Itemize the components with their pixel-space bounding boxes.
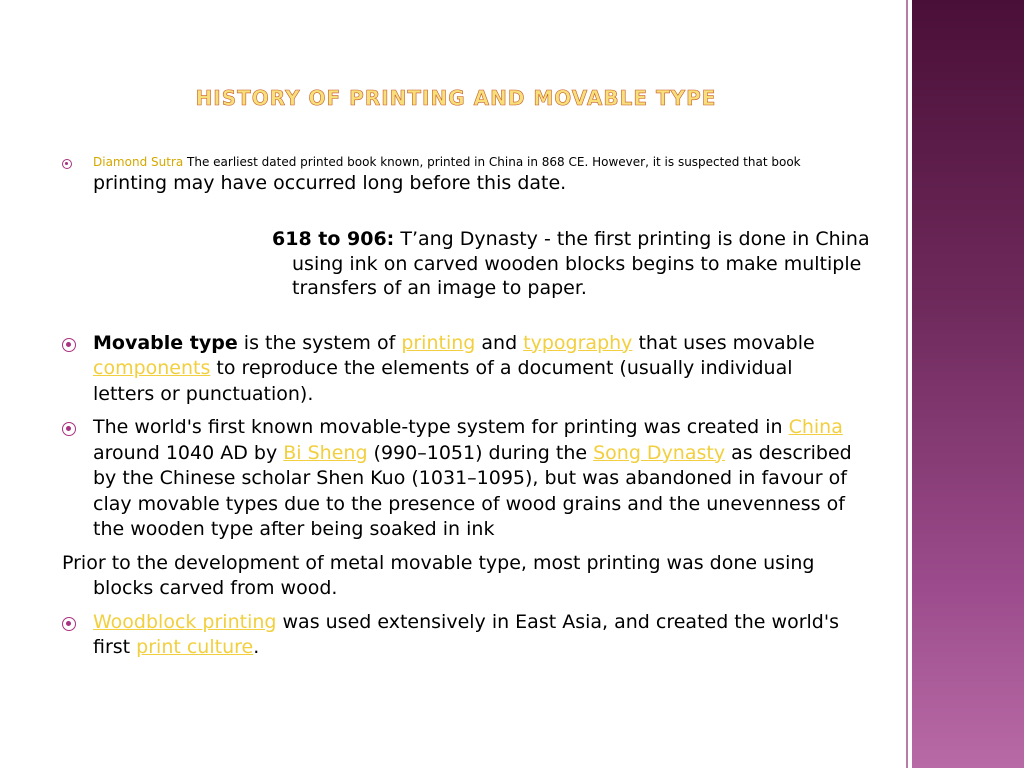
bullet-item-diamond-sutra — [62, 154, 852, 195]
song-dynasty-link[interactable]: Song Dynasty — [593, 441, 726, 464]
printing-link[interactable]: printing — [401, 331, 476, 354]
print-culture-link[interactable]: print culture — [136, 636, 254, 658]
components-link[interactable]: components — [93, 357, 211, 379]
movable-type-text: that uses movable — [632, 331, 815, 354]
movable-type-text: to reproduce the elements of a document (usually individual letters or punctuation). — [93, 357, 793, 405]
diamond-sutra-link[interactable]: Diamond Sutra — [93, 155, 184, 169]
movable-type-term: Movable type — [93, 331, 238, 354]
side-divider-line — [906, 0, 908, 768]
bullet-circle-icon — [62, 422, 76, 436]
bullet-circle-icon — [62, 617, 76, 631]
slide-title: HISTORY OF PRINTING AND MOVABLE TYPE — [195, 86, 717, 110]
bullet-circle-icon — [62, 338, 76, 352]
bullet-item-movable-type — [62, 331, 852, 408]
diamond-sutra-text-continued: printing may have occurred long before this date. — [93, 172, 567, 194]
woodblock-printing-link[interactable]: Woodblock printing — [93, 610, 277, 633]
tang-text: T’ang Dynasty - the first printing is done in China using ink on carved wooden blocks begins to make multiple transfers of an image to paper. — [292, 228, 870, 299]
tang-dates: 618 to 906: — [272, 228, 395, 250]
side-decorative-band — [912, 0, 1024, 768]
diamond-sutra-text: The earliest dated printed book known, printed in China in 868 CE. However, it is suspected that book — [183, 155, 801, 169]
first-system-text: The world's first known movable-type system for printing was created in — [93, 416, 789, 438]
first-system-text: around 1040 AD by — [93, 441, 284, 464]
bullet-item-first-movable-type — [62, 415, 852, 543]
first-system-text: as described by the Chinese scholar Shen Kuo (1031–1095), but was abandoned in favour of clay movable types due to the presence of wood grains and the unevenness of the wooden type after being soaked in ink — [93, 441, 852, 540]
woodblock-text: was used extensively in East Asia, and created the world's first — [93, 610, 839, 658]
china-link[interactable]: China — [788, 416, 843, 438]
bi-sheng-link[interactable]: Bi Sheng — [283, 441, 368, 464]
slide-content — [62, 154, 870, 661]
bullet-circle-icon — [62, 159, 72, 169]
typography-link[interactable]: typography — [523, 331, 633, 354]
tang-dynasty-paragraph — [272, 227, 872, 301]
first-system-text: (990–1051) during the — [367, 441, 594, 464]
movable-type-text: is the system of — [237, 331, 402, 354]
prior-development-paragraph: Prior to the development of metal movable type, most printing was done using blocks carved from wood. — [62, 551, 815, 599]
woodblock-text: . — [253, 636, 260, 658]
movable-type-text: and — [475, 331, 524, 354]
bullet-item-woodblock — [62, 610, 852, 661]
